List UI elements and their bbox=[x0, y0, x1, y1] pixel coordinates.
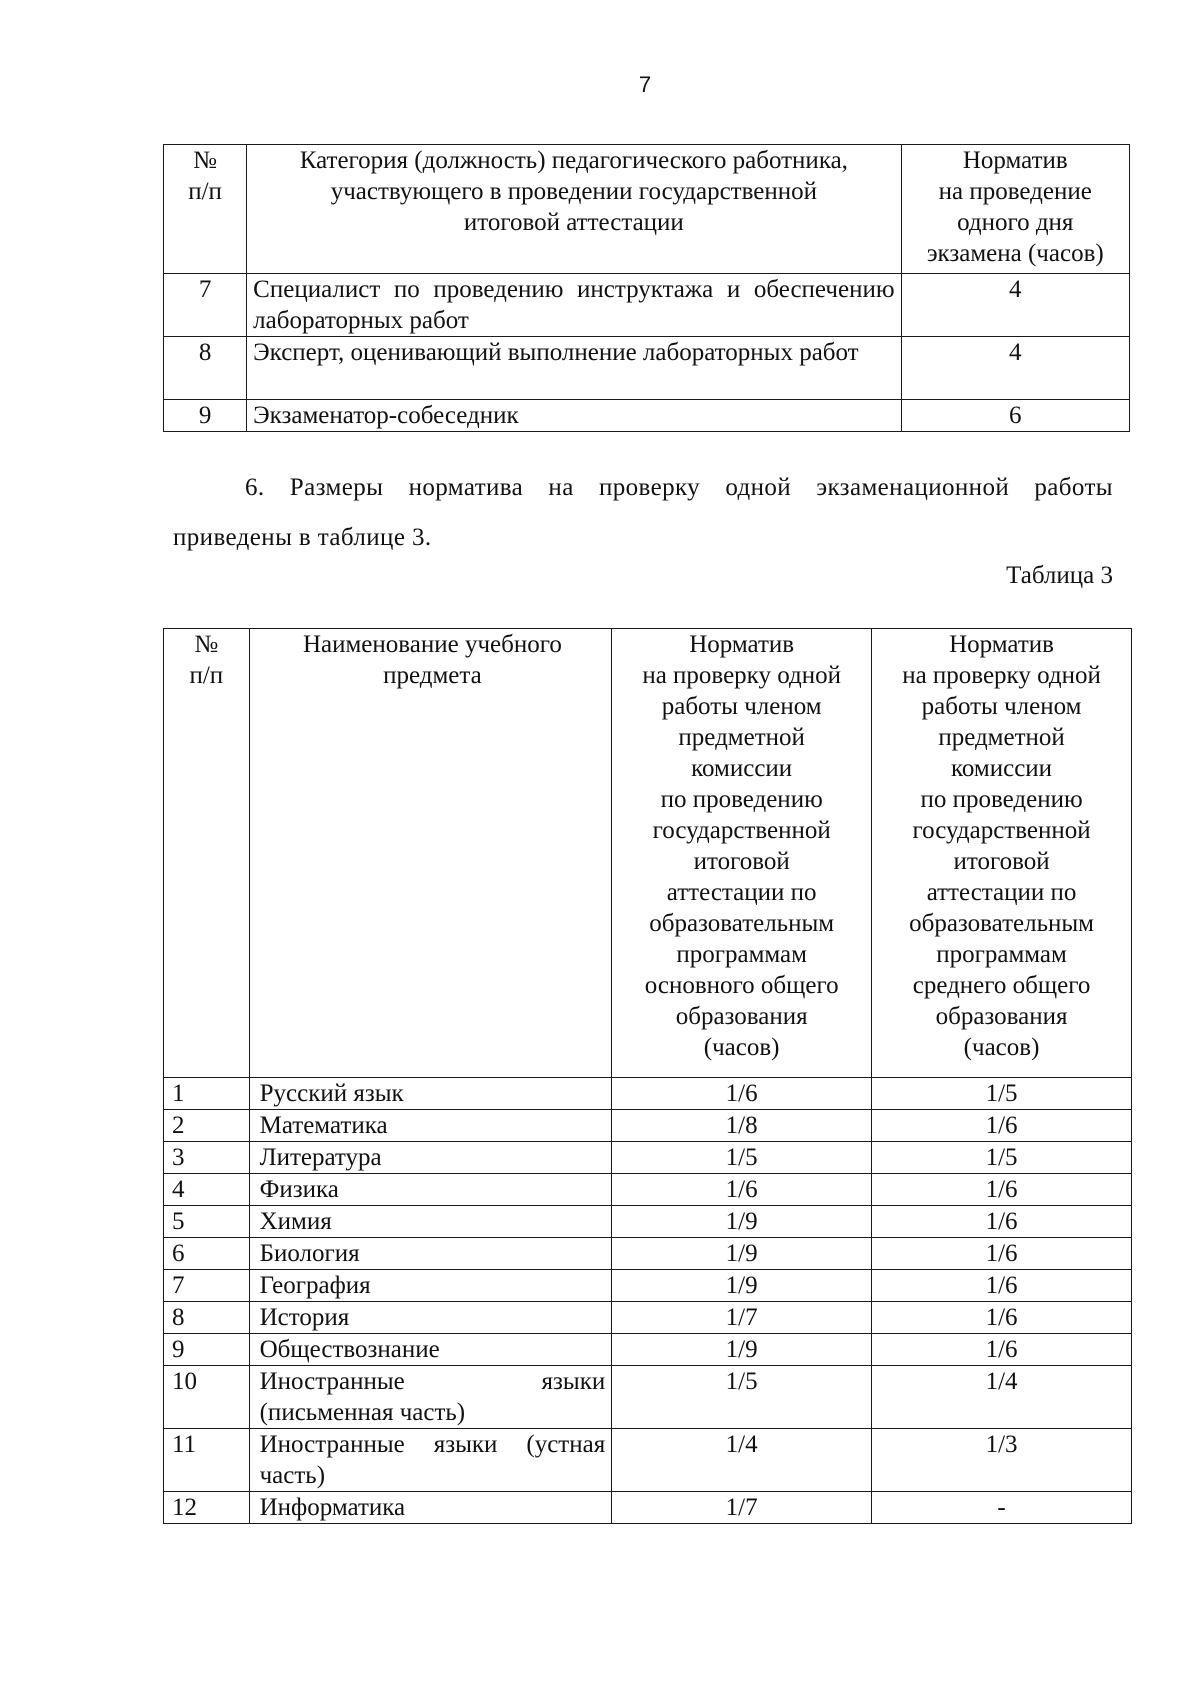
header-line: на проверку одной bbox=[642, 662, 841, 689]
row-secondary-norm: 1/3 bbox=[872, 1429, 1132, 1492]
header-norm bbox=[901, 145, 1129, 274]
header-line: комиссии bbox=[951, 755, 1053, 782]
table-row bbox=[164, 1110, 1132, 1142]
row-num: 8 bbox=[164, 337, 247, 400]
header-line: программам bbox=[676, 941, 807, 968]
row-subject: Химия bbox=[249, 1206, 612, 1238]
row-subject: Физика bbox=[249, 1174, 612, 1206]
header-line: (часов) bbox=[963, 1034, 1040, 1061]
header-line: одного дня bbox=[957, 209, 1074, 236]
row-num: 12 bbox=[164, 1492, 250, 1524]
header-line: по проведению bbox=[920, 786, 1083, 813]
header-line: на проведение bbox=[938, 178, 1092, 205]
header-line: работы членом bbox=[661, 693, 822, 720]
body-paragraph bbox=[173, 463, 1113, 563]
row-num: 2 bbox=[164, 1110, 250, 1142]
table-row bbox=[164, 1174, 1132, 1206]
row-basic-norm: 1/9 bbox=[612, 1334, 872, 1366]
row-subject: География bbox=[249, 1270, 612, 1302]
header-line: образования bbox=[675, 1003, 808, 1030]
header-line: Норматив bbox=[962, 147, 1068, 174]
header-category bbox=[247, 145, 901, 274]
row-basic-norm: 1/7 bbox=[612, 1492, 872, 1524]
row-subject: Обществознание bbox=[249, 1334, 612, 1366]
row-category: Специалист по проведению инструктажа и обеспечению лабораторных работ bbox=[247, 274, 901, 337]
row-num: 5 bbox=[164, 1206, 250, 1238]
row-num: 8 bbox=[164, 1302, 250, 1334]
row-secondary-norm: 1/6 bbox=[872, 1206, 1132, 1238]
row-secondary-norm: 1/6 bbox=[872, 1334, 1132, 1366]
header-line: образования bbox=[935, 1003, 1068, 1030]
exam-check-norms-table bbox=[163, 628, 1132, 1524]
header-line: образовательным bbox=[649, 910, 835, 937]
row-category: Эксперт, оценивающий выполнение лабораторных работ bbox=[247, 337, 901, 400]
header-num bbox=[164, 145, 247, 274]
header-line: п/п bbox=[188, 178, 222, 205]
row-basic-norm: 1/9 bbox=[612, 1206, 872, 1238]
row-secondary-norm: 1/5 bbox=[872, 1078, 1132, 1110]
row-num: 11 bbox=[164, 1429, 250, 1492]
row-norm: 4 bbox=[901, 337, 1129, 400]
row-subject: Биология bbox=[249, 1238, 612, 1270]
row-num: 7 bbox=[164, 274, 247, 337]
header-line: предметной bbox=[678, 724, 805, 751]
row-basic-norm: 1/5 bbox=[612, 1142, 872, 1174]
row-secondary-norm: 1/6 bbox=[872, 1110, 1132, 1142]
row-num: 9 bbox=[164, 400, 247, 432]
row-subject: Русский язык bbox=[249, 1078, 612, 1110]
row-basic-norm: 1/9 bbox=[612, 1238, 872, 1270]
row-basic-norm: 1/6 bbox=[612, 1078, 872, 1110]
header-line: экзамена (часов) bbox=[926, 240, 1104, 267]
row-basic-norm: 1/7 bbox=[612, 1302, 872, 1334]
row-subject: Литература bbox=[249, 1142, 612, 1174]
row-subject: История bbox=[249, 1302, 612, 1334]
table-row bbox=[164, 1366, 1132, 1429]
row-secondary-norm: 1/6 bbox=[872, 1174, 1132, 1206]
header-line: Наименование учебного bbox=[302, 631, 562, 658]
header-line: по проведению bbox=[660, 786, 823, 813]
header-line: основного общего bbox=[644, 972, 839, 999]
table-row bbox=[164, 1142, 1132, 1174]
header-line: на проверку одной bbox=[902, 662, 1101, 689]
header-secondary-norm bbox=[872, 629, 1132, 1078]
paragraph-line: 6. Размеры норматива на проверку одной экзаменационной работы bbox=[245, 474, 1113, 501]
header-line: п/п bbox=[189, 662, 224, 689]
table-row bbox=[164, 274, 1130, 337]
table-row bbox=[164, 337, 1130, 400]
header-line: государственной bbox=[912, 817, 1091, 844]
header-line: Категория (должность) педагогического работника, bbox=[299, 147, 848, 174]
table-row bbox=[164, 1238, 1132, 1270]
header-line: итоговой bbox=[693, 848, 790, 875]
staff-norms-table bbox=[163, 144, 1130, 432]
row-basic-norm: 1/6 bbox=[612, 1174, 872, 1206]
row-basic-norm: 1/5 bbox=[612, 1366, 872, 1429]
row-basic-norm: 1/8 bbox=[612, 1110, 872, 1142]
row-num: 3 bbox=[164, 1142, 250, 1174]
row-num: 9 bbox=[164, 1334, 250, 1366]
header-line: (часов) bbox=[703, 1034, 780, 1061]
header-line: участвующего в проведении государственной bbox=[330, 178, 817, 205]
header-subject bbox=[249, 629, 612, 1078]
row-num: 7 bbox=[164, 1270, 250, 1302]
page-number: 7 bbox=[638, 72, 652, 97]
table-header-row bbox=[164, 145, 1130, 274]
row-secondary-norm: 1/5 bbox=[872, 1142, 1132, 1174]
table-row bbox=[164, 1270, 1132, 1302]
table-row bbox=[164, 1302, 1132, 1334]
header-line: предмета bbox=[383, 662, 482, 689]
row-secondary-norm: - bbox=[872, 1492, 1132, 1524]
row-basic-norm: 1/4 bbox=[612, 1429, 872, 1492]
header-line: аттестации по bbox=[926, 879, 1077, 906]
table-row bbox=[164, 1429, 1132, 1492]
row-subject: Математика bbox=[249, 1110, 612, 1142]
row-secondary-norm: 1/4 bbox=[872, 1366, 1132, 1429]
table-row bbox=[164, 1492, 1132, 1524]
header-num bbox=[164, 629, 250, 1078]
header-line: № bbox=[193, 147, 218, 174]
paragraph-line: приведены в таблице 3. bbox=[173, 524, 432, 551]
row-subject: Иностранные языки (устная часть) bbox=[249, 1429, 612, 1492]
row-num: 10 bbox=[164, 1366, 250, 1429]
header-line: № bbox=[194, 631, 219, 658]
header-line: среднего общего bbox=[912, 972, 1091, 999]
table-row bbox=[164, 400, 1130, 432]
table-caption: Таблица 3 bbox=[1006, 562, 1113, 589]
row-category: Экзаменатор-собеседник bbox=[247, 400, 901, 432]
row-secondary-norm: 1/6 bbox=[872, 1302, 1132, 1334]
table-row bbox=[164, 1078, 1132, 1110]
header-line: государственной bbox=[652, 817, 831, 844]
row-num: 4 bbox=[164, 1174, 250, 1206]
header-line: итоговой bbox=[953, 848, 1050, 875]
header-line: Норматив bbox=[949, 631, 1054, 658]
header-line: предметной bbox=[938, 724, 1065, 751]
row-secondary-norm: 1/6 bbox=[872, 1270, 1132, 1302]
header-line: работы членом bbox=[921, 693, 1082, 720]
header-line: программам bbox=[936, 941, 1067, 968]
header-line: комиссии bbox=[691, 755, 793, 782]
table-row bbox=[164, 1206, 1132, 1238]
row-subject: Информатика bbox=[249, 1492, 612, 1524]
header-line: Норматив bbox=[689, 631, 795, 658]
row-secondary-norm: 1/6 bbox=[872, 1238, 1132, 1270]
table-header-row bbox=[164, 629, 1132, 1078]
row-subject: Иностранные языки (письменная часть) bbox=[249, 1366, 612, 1429]
header-line: итоговой аттестации bbox=[463, 209, 684, 236]
row-num: 6 bbox=[164, 1238, 250, 1270]
row-norm: 6 bbox=[901, 400, 1129, 432]
table-row bbox=[164, 1334, 1132, 1366]
row-num: 1 bbox=[164, 1078, 250, 1110]
row-norm: 4 bbox=[901, 274, 1129, 337]
row-basic-norm: 1/9 bbox=[612, 1270, 872, 1302]
header-basic-norm bbox=[612, 629, 872, 1078]
header-line: образовательным bbox=[909, 910, 1094, 937]
header-line: аттестации по bbox=[666, 879, 817, 906]
